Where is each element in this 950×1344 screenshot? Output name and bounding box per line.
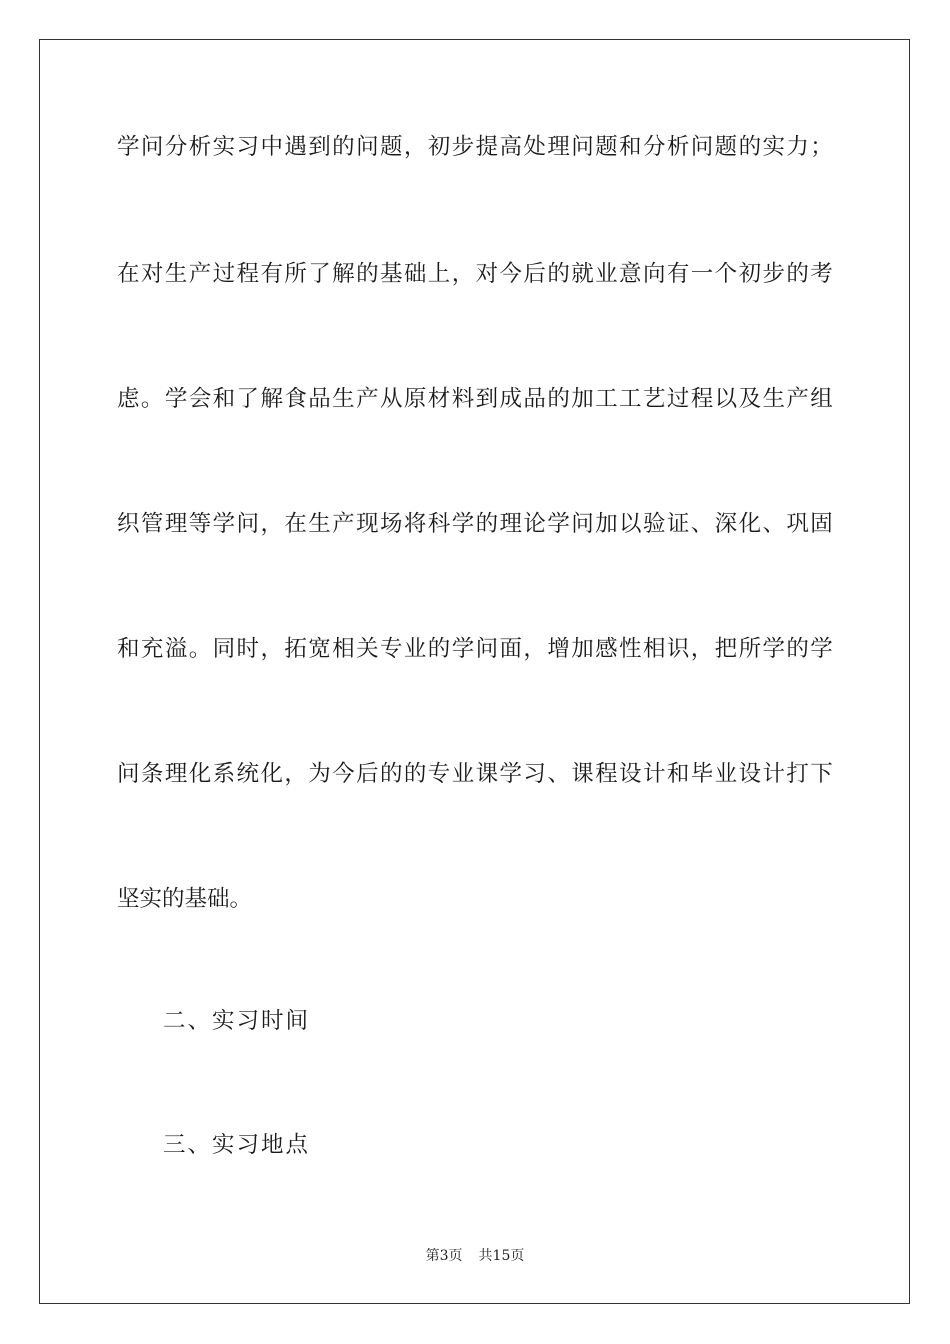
page-footer [0, 1247, 950, 1265]
body-text-line-3: 虑 。 学 会 和 了 解 食 品 生 产 从 原 材 料 到 成 品 的 加 工 工 艺 过 程 以 及 生 产 组 [117, 386, 833, 412]
section-heading-time: 二、实习时间 [163, 1008, 311, 1034]
page-number: 第3页 [425, 1248, 463, 1264]
section-heading-location: 三、实习地点 [163, 1132, 311, 1158]
body-text-line-5: 和 充 溢 。 同 时 ， 拓 宽 相 关 专 业 的 学 问 面 ， 增 加 感 性 相 识 ， 把 所 学 的 学 [117, 636, 833, 662]
body-text-line-2: 在 对 生 产 过 程 有 所 了 解 的 基 础 上 ， 对 今 后 的 就 业 意 向 有 一 个 初 步 的 考 [117, 261, 833, 287]
body-text-line-6: 问 条 理 化 系 统 化 ， 为 今 后 的 的 专 业 课 学 习 、 课 程 设 计 和 毕 业 设 计 打 下 [117, 761, 833, 787]
body-text-line-4: 织 管 理 等 学 问 ， 在 生 产 现 场 将 科 学 的 理 论 学 问 加 以 验 证 、 深 化 、 巩 固 [117, 511, 833, 537]
page-border [39, 39, 910, 1304]
body-text-line-7: 坚实的基础。 [117, 886, 253, 912]
body-text-line-1: 学 问 分 析 实 习 中 遇 到 的 问 题 ， 初 步 提 高 处 理 问 题 和 分 析 问 题 的 实 力 ； [117, 134, 833, 160]
page-total: 共15页 [478, 1248, 525, 1264]
